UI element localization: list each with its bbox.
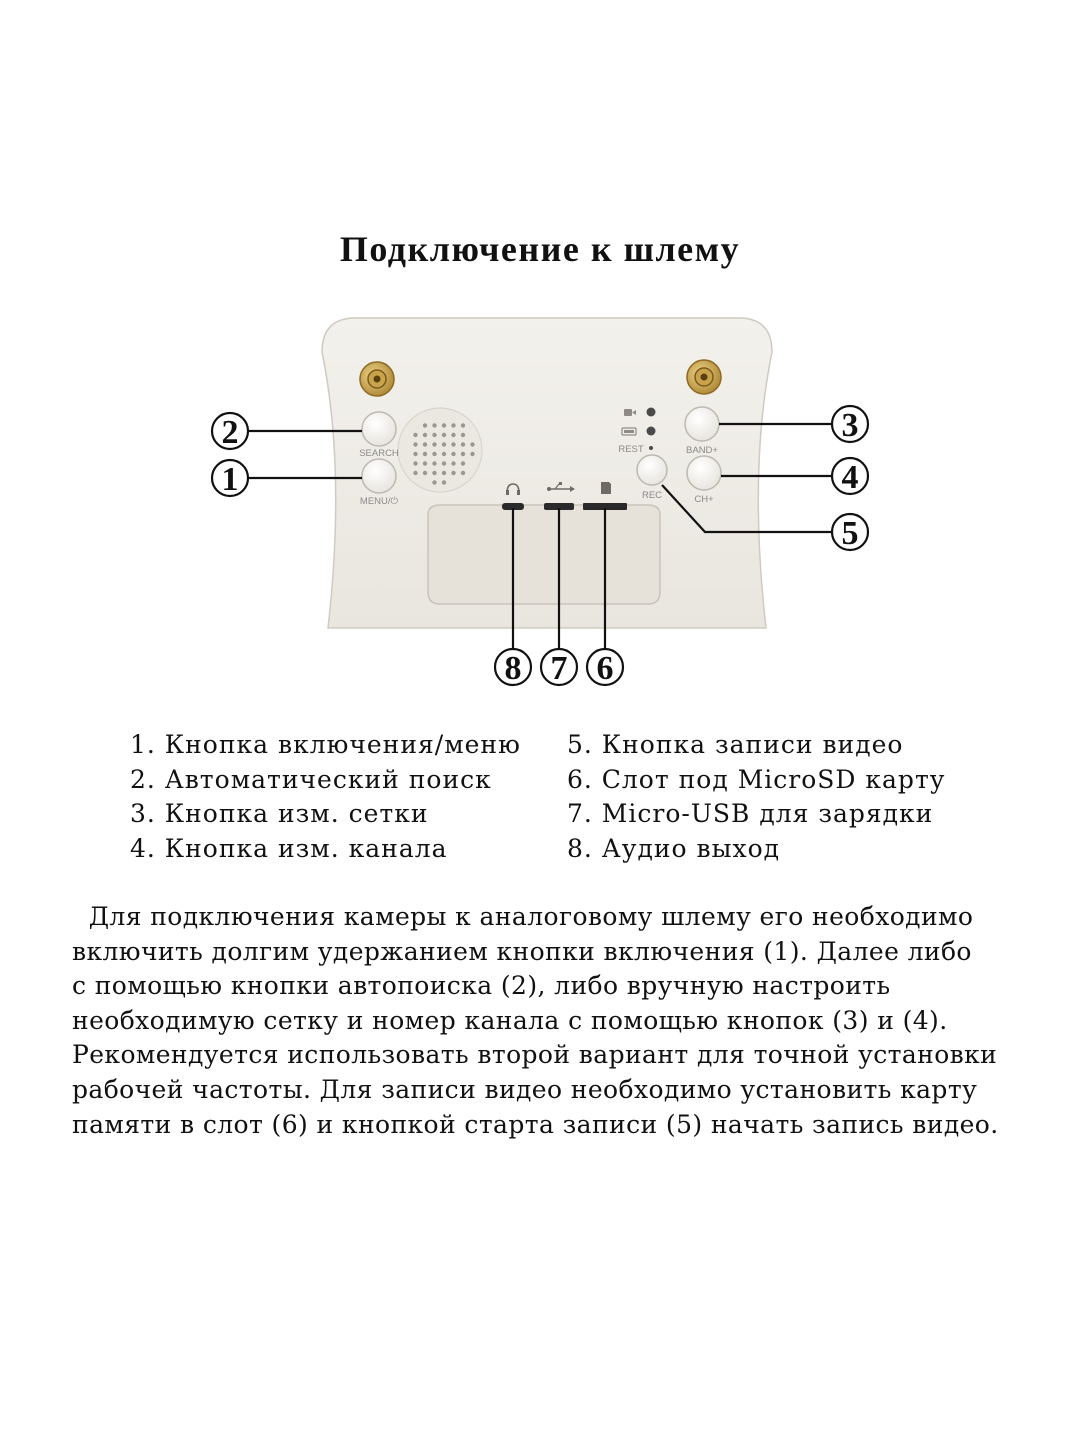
speaker-hole <box>442 480 446 484</box>
sd-card-icon <box>601 482 611 494</box>
speaker-hole <box>461 442 465 446</box>
callout-3 <box>832 406 868 444</box>
antenna-left-icon <box>360 362 394 396</box>
rec-button-label: REC <box>641 490 663 501</box>
callout-8 <box>495 649 531 687</box>
callout-5 <box>832 514 868 552</box>
legend-item: 2. Автоматический поиск <box>130 764 492 794</box>
legend-item: 3. Кнопка изм. сетки <box>130 799 429 828</box>
callout-1-number: 1 <box>221 461 239 498</box>
speaker-hole <box>423 471 427 475</box>
speaker-hole <box>432 442 436 446</box>
speaker-hole <box>432 471 436 475</box>
speaker-hole <box>442 471 446 475</box>
speaker-hole <box>413 461 417 465</box>
search-button-label: SEARCH <box>359 448 399 459</box>
speaker-hole <box>413 433 417 437</box>
speaker-grille <box>398 408 482 492</box>
callout-7 <box>541 649 577 687</box>
callout-3-number: 3 <box>841 407 859 444</box>
speaker-hole <box>470 442 474 446</box>
callout-1 <box>212 460 248 498</box>
speaker-hole <box>451 461 455 465</box>
speaker-hole <box>423 433 427 437</box>
speaker-hole <box>432 433 436 437</box>
speaker-hole <box>461 461 465 465</box>
legend-right <box>567 728 945 866</box>
speaker-hole <box>413 471 417 475</box>
speaker-hole <box>451 452 455 456</box>
speaker-hole <box>442 442 446 446</box>
menu-button-label: MENU/⏻ <box>359 496 399 507</box>
description-line: Рекомендуется использовать второй вариант для точной установки <box>72 1040 998 1070</box>
speaker-hole <box>461 433 465 437</box>
reset-label: REST <box>618 444 644 455</box>
callout-2 <box>212 413 248 451</box>
speaker-hole <box>451 423 455 427</box>
speaker-hole <box>442 433 446 437</box>
callout-2-number: 2 <box>221 414 239 451</box>
description-line: памяти в слот (6) и кнопкой старта записи (5) начать запись видео. <box>72 1109 999 1139</box>
speaker-hole <box>413 442 417 446</box>
callout-5-number: 5 <box>841 515 859 552</box>
legend-item: 7. Micro-USB для зарядки <box>567 799 934 828</box>
callout-4-number: 4 <box>841 459 859 496</box>
legend-item: 1. Кнопка включения/меню <box>130 730 521 759</box>
bottom-cavity <box>428 505 660 604</box>
antenna-right-icon <box>687 360 721 394</box>
legend-item: 4. Кнопка изм. канала <box>130 833 448 863</box>
legend-item: 6. Слот под MicroSD карту <box>567 764 946 794</box>
page-title: Подключение к шлему <box>339 229 741 269</box>
legend-item: 5. Кнопка записи видео <box>567 730 904 759</box>
description-line: Для подключения камеры к аналоговому шлему его необходимо <box>72 902 974 931</box>
callout-7-number: 7 <box>550 650 568 687</box>
speaker-hole <box>461 471 465 475</box>
speaker-hole <box>442 452 446 456</box>
description-line: с помощью кнопки автопоиска (2), либо вручную настроить <box>72 971 891 1001</box>
speaker-hole <box>442 461 446 465</box>
band-button-label: BAND+ <box>686 445 718 456</box>
callout-8-number: 8 <box>504 650 522 687</box>
description-line: рабочей частоты. Для записи видео необходимо установить карту <box>72 1074 978 1104</box>
speaker-hole <box>423 452 427 456</box>
speaker-hole <box>423 442 427 446</box>
description-paragraph <box>72 900 1052 1142</box>
callout-6 <box>587 649 623 687</box>
band-button[interactable] <box>685 407 719 456</box>
legend-left <box>130 728 521 866</box>
callout-4 <box>832 458 868 496</box>
speaker-hole <box>432 423 436 427</box>
description-line: включить долгим удержанием кнопки включения (1). Далее либо <box>72 936 972 966</box>
speaker-hole <box>451 433 455 437</box>
speaker-hole <box>451 442 455 446</box>
menu-power-button[interactable] <box>360 459 399 507</box>
speaker-hole <box>461 452 465 456</box>
callout-6-number: 6 <box>596 650 614 687</box>
speaker-hole <box>432 452 436 456</box>
legend-item: 8. Аудио выход <box>567 833 781 863</box>
speaker-hole <box>461 423 465 427</box>
description-line: необходимую сетку и номер канала с помощью кнопок (3) и (4). <box>72 1005 948 1035</box>
speaker-hole <box>442 423 446 427</box>
search-button[interactable] <box>359 412 399 459</box>
speaker-hole <box>423 423 427 427</box>
speaker-hole <box>470 452 474 456</box>
channel-button-label: CH+ <box>694 494 714 505</box>
speaker-hole <box>423 461 427 465</box>
speaker-hole <box>451 471 455 475</box>
speaker-hole <box>413 452 417 456</box>
speaker-hole <box>432 461 436 465</box>
speaker-hole <box>432 480 436 484</box>
